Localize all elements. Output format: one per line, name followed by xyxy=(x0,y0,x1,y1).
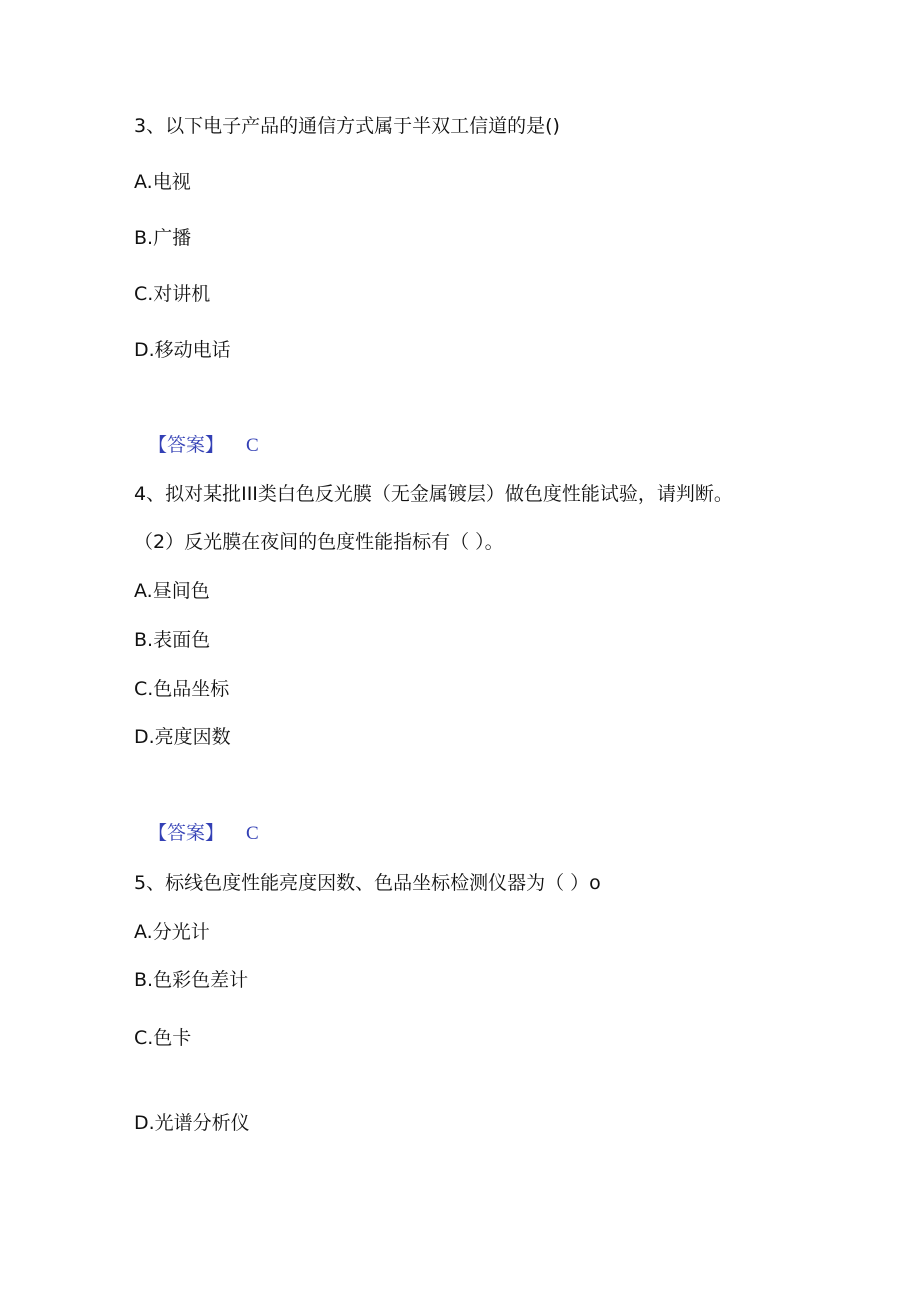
question-4-option-d: D.亮度因数 xyxy=(134,726,231,748)
answer-label: 【答案】 xyxy=(148,434,225,456)
question-4-answer xyxy=(148,821,259,846)
answer-value: C xyxy=(246,435,259,456)
answer-label: 【答案】 xyxy=(148,822,225,844)
question-5-option-b: B.色彩色差计 xyxy=(134,969,249,991)
question-5-stem: 5、标线色度性能亮度因数、色品坐标检测仪器为（ ）o xyxy=(134,872,601,894)
question-3-stem: 3、以下电子产品的通信方式属于半双工信道的是() xyxy=(134,115,560,137)
question-3-option-a: A.电视 xyxy=(134,171,191,193)
answer-value: C xyxy=(246,823,259,844)
question-5-option-c: C.色卡 xyxy=(134,1027,192,1049)
question-4-option-c: C.色品坐标 xyxy=(134,678,230,700)
question-3-answer xyxy=(148,433,259,458)
question-3-option-d: D.移动电话 xyxy=(134,339,231,361)
question-4-option-b: B.表面色 xyxy=(134,629,211,651)
question-4-option-a: A.昼间色 xyxy=(134,580,210,602)
question-3-option-b: B.广播 xyxy=(134,227,192,249)
question-4-stem: 4、拟对某批III类白色反光膜（无金属镀层）做色度性能试验，请判断。 xyxy=(134,483,733,505)
question-5-option-d: D.光谱分析仪 xyxy=(134,1112,250,1134)
question-3-option-c: C.对讲机 xyxy=(134,283,211,305)
question-4-sub-question: （2）反光膜在夜间的色度性能指标有（ ）。 xyxy=(134,531,504,553)
question-5-option-a: A.分光计 xyxy=(134,921,210,943)
